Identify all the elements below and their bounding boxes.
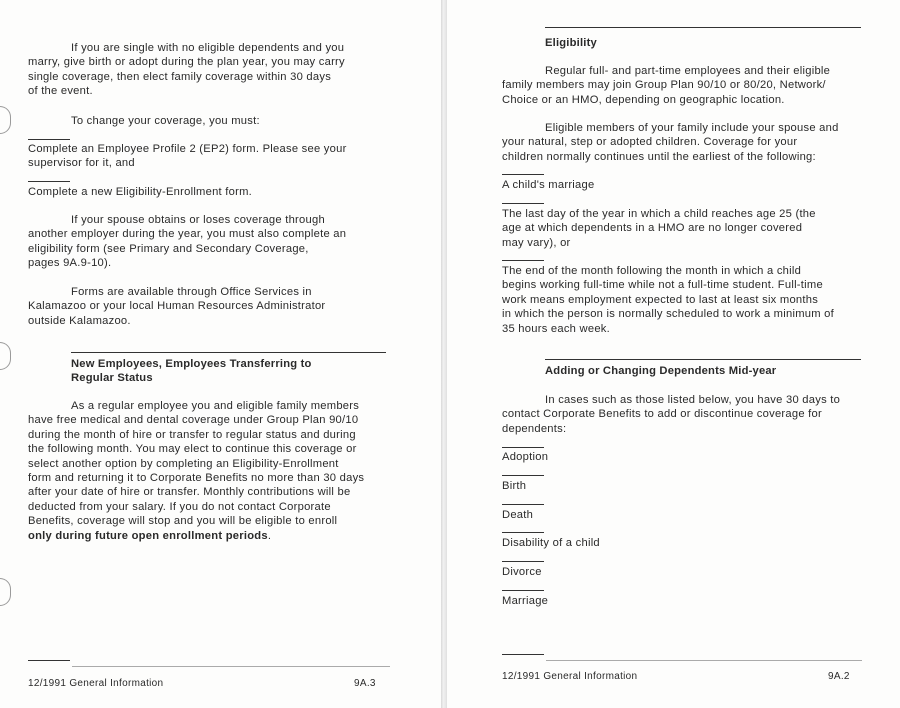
paragraph-fulltime-eligibility: Regular full- and part-time employees and their eligible family members may join Group Plan 90/10 or 80/20, Network/ Choice or an HMO, depending on geographic location. [502, 65, 831, 106]
paragraph-forms-availability: Forms are available through Office Services in Kalamazoo or your local Human Resources Administrator outside Kalamazoo. [28, 286, 326, 327]
item-rule [502, 260, 544, 261]
footer-rule [546, 660, 862, 661]
item-rule [502, 174, 544, 175]
footer-rule-short [502, 654, 544, 655]
sentence-end: . [267, 529, 272, 542]
list-item-age-limit: The last day of the year in which a child reaches age 25 (the age at which dependents in a HMO are no longer covered may vary), or [502, 208, 816, 249]
footer-page-number: 9A.2 [828, 671, 850, 682]
footer-rule [72, 666, 390, 667]
list-item-event: Adoption [502, 451, 549, 463]
list-item-event: Disability of a child [502, 537, 600, 549]
footer-date-section: 12/1991 General Information [502, 671, 638, 682]
item-rule [502, 590, 544, 591]
list-item-event: Marriage [502, 595, 549, 607]
list-item-child-marriage: A child's marriage [502, 179, 595, 191]
paragraph-single-coverage: If you are single with no eligible dependents and you marry, give birth or adopt during the plan year, you may carry single coverage, then elect family coverage within 30 days of the event. [28, 42, 345, 98]
item-rule [28, 181, 70, 182]
item-rule [28, 139, 70, 140]
left-page [0, 0, 441, 708]
right-page [447, 0, 900, 708]
list-item-event: Birth [502, 480, 527, 492]
item-rule [502, 203, 544, 204]
list-item-fulltime-work: The end of the month following the month in which a child begins working full-time while not a full-time student. Full-time work means employment expected to last at least six months in which the person is normally scheduled to work a minimum of 35 hours each week. [502, 265, 834, 335]
heading-eligibility: Eligibility [545, 37, 597, 49]
binder-hole [0, 106, 11, 134]
footer-page-number: 9A.3 [354, 678, 376, 689]
paragraph-eligible-members: Eligible members of your family include your spouse and your natural, step or adopted children. Coverage for your children normally continues until the earliest of the following: [502, 122, 839, 163]
list-item-event: Divorce [502, 566, 542, 578]
footer-rule-short [28, 660, 70, 661]
item-rule [502, 532, 544, 533]
paragraph-cases: In cases such as those listed below, you have 30 days to contact Corporate Benefits to add or discontinue coverage for dependents: [502, 394, 841, 435]
regular-employee-text: As a regular employee you and eligible family members have free medical and dental coverage under Group Plan 90/10 during the month of hire or transfer to regular status and during the following month. You may elect to continue this coverage or select another option by completing an Eligibility-Enrollment form and returning it to Corporate Benefits no more than 30 days after your date of hire or transfer. Monthly contributions will be deducted from your salary. If you do not contact Corporate Benefits, coverage will stop and you will be eligible to enroll [28, 400, 365, 528]
list-item-event: Death [502, 509, 534, 521]
item-rule [502, 447, 544, 448]
item-rule [502, 504, 544, 505]
item-rule [502, 475, 544, 476]
footer-date-section: 12/1991 General Information [28, 678, 164, 689]
paragraph-regular-employee [28, 399, 428, 543]
section-rule [545, 359, 861, 360]
paragraph-spouse-coverage: If your spouse obtains or loses coverage through another employer during the year, you must also complete an eligibility form (see Primary and Secondary Coverage, pages 9A.9-10). [28, 214, 347, 270]
section-rule [545, 27, 861, 28]
heading-adding-dependents: Adding or Changing Dependents Mid-year [545, 365, 777, 377]
list-item-ep2: Complete an Employee Profile 2 (EP2) form. Please see your supervisor for it, and [28, 143, 347, 170]
open-enrollment-emphasis: only during future open enrollment periods [28, 529, 268, 542]
binder-hole [0, 342, 11, 370]
item-rule [502, 561, 544, 562]
binder-hole [0, 578, 11, 606]
heading-new-employees: New Employees, Employees Transferring to Regular Status [71, 358, 312, 385]
section-rule [71, 352, 386, 353]
list-item-eligibility-form: Complete a new Eligibility-Enrollment form. [28, 186, 253, 198]
paragraph-change-coverage-intro: To change your coverage, you must: [71, 115, 260, 127]
